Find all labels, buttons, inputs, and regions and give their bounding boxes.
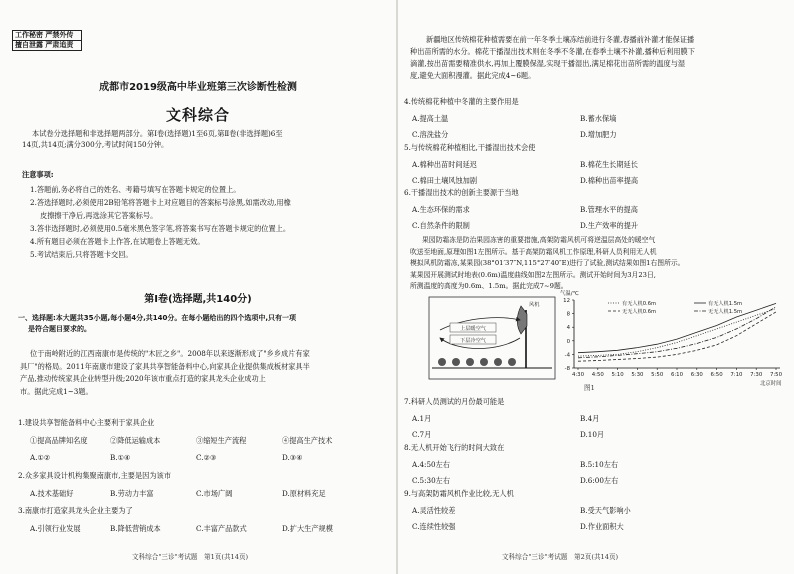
passage2 bbox=[410, 235, 788, 293]
statement-item: ④提高生产技术 bbox=[282, 436, 333, 445]
answer-option[interactable]: B.降低营销成本 bbox=[110, 524, 161, 533]
y-tick-label: 0 bbox=[566, 338, 570, 345]
question-stem: 9.与高架防霜风机作业比较,无人机 bbox=[404, 489, 514, 498]
answer-option[interactable]: B.受天气影响小 bbox=[580, 506, 631, 515]
answer-option[interactable]: A.提高土温 bbox=[412, 114, 449, 123]
answer-option[interactable]: C.市场广阔 bbox=[196, 489, 233, 498]
x-tick-label: 7:30 bbox=[750, 372, 763, 378]
x-tick-label: 5:10 bbox=[611, 372, 624, 378]
answer-option[interactable]: B.蓄水保墒 bbox=[580, 114, 617, 123]
question-stem: 6.干播湿出技术的创新主要源于当地 bbox=[404, 188, 519, 197]
series-line bbox=[578, 312, 776, 361]
passage-line: 果园防霜冻是防治果园冻害的重要措施,高架防霜风机可将逆温层高处的暖空气 bbox=[422, 236, 656, 244]
answer-option[interactable]: B.劳动力丰富 bbox=[110, 489, 154, 498]
passage-line: 新疆地区传统棉花种植需要在前一年冬季土壤冻结前进行冬灌,春播前补灌才能保证播 bbox=[426, 35, 695, 44]
series-line bbox=[578, 307, 776, 358]
answer-option[interactable]: A.灵活性较差 bbox=[412, 506, 456, 515]
answer-option[interactable]: A.生态环保的需求 bbox=[412, 205, 470, 214]
fan-icon bbox=[517, 306, 527, 368]
answer-option[interactable]: C.②③ bbox=[196, 453, 217, 462]
temperature-chart bbox=[556, 288, 788, 386]
passage-line: 某果园开展测试时地表(0.6m)温度曲线如图2左图所示。测试开始时间为3月23日, bbox=[410, 270, 656, 279]
notice-heading: 注意事项: bbox=[22, 170, 54, 179]
answer-option[interactable]: C.棉田土壤风蚀加剧 bbox=[412, 176, 478, 185]
notice-item: 1.答题前,务必将自己的姓名、考籍号填写在答题卡规定的位置上。 bbox=[30, 185, 241, 194]
x-tick-label: 5:50 bbox=[651, 372, 664, 378]
question-stem: 8.无人机开始飞行的时间大致在 bbox=[404, 443, 505, 452]
page-footer: 文科综合"三诊"考试题 第1页(共14页) bbox=[132, 553, 249, 561]
instruction-line: 是符合题目要求的。 bbox=[28, 324, 91, 333]
statement-item: ③缩短生产流程 bbox=[196, 436, 247, 445]
answer-option[interactable]: C.溶洗盐分 bbox=[412, 130, 449, 139]
orchard-trees-icon bbox=[438, 358, 516, 366]
answer-option[interactable]: C.丰富产品款式 bbox=[196, 524, 247, 533]
question-stem: 1.建设共享智能备料中心主要利于家具企业 bbox=[18, 418, 155, 427]
y-tick-label: -8 bbox=[564, 366, 570, 372]
notice-item: 5.考试结束后,只将答题卡交回。 bbox=[30, 250, 133, 259]
y-axis-label: 气温/℃ bbox=[560, 291, 579, 297]
passage-line: 具厂"的格局。2011年南康市建设了家具共享智能备料中心,向家具企业提供集成板材家具半 bbox=[20, 361, 310, 371]
question-stem: 2.众多家具设计机构集聚南康市,主要是因为该市 bbox=[18, 471, 171, 480]
left-page bbox=[0, 0, 396, 574]
figure-caption: 图1 bbox=[584, 384, 595, 392]
legend-label: 有无人机0.6m bbox=[622, 301, 657, 307]
question-stem: 5.与传统棉花种植相比,干播湿出技术会使 bbox=[404, 143, 536, 152]
question-stem: 4.传统棉花种植中冬灌的主要作用是 bbox=[404, 97, 519, 106]
x-tick-label: 7:10 bbox=[730, 372, 743, 378]
intro bbox=[22, 129, 382, 150]
x-axis-label: 北京时间 bbox=[760, 381, 782, 386]
answer-option[interactable]: C.连续性较强 bbox=[412, 522, 456, 531]
series-line bbox=[578, 303, 776, 352]
subject-title: 文科综合 bbox=[165, 106, 230, 124]
statement-item: ①提高品牌知名度 bbox=[30, 436, 88, 445]
x-tick-label: 4:50 bbox=[591, 372, 604, 378]
answer-option[interactable]: A.棉种出苗时间延迟 bbox=[412, 160, 477, 169]
answer-option[interactable]: B.管理水平的提高 bbox=[580, 205, 638, 214]
stamp-line: 工作秘密 严禁外传 bbox=[15, 31, 74, 39]
confidential-stamp bbox=[12, 30, 82, 51]
answer-option[interactable]: A.①② bbox=[30, 453, 51, 462]
notice-item: 4.所有题目必须在答题卡上作答,在试题卷上答题无效。 bbox=[30, 237, 205, 246]
answer-option[interactable]: D.增加肥力 bbox=[580, 130, 617, 139]
x-tick-label: 6:10 bbox=[670, 372, 684, 378]
passage-line: 种出苗所需的水分。棉花干播湿出技术则在冬季不冬灌,在春季土壤不补灌,播种后利用膜下 bbox=[410, 47, 695, 56]
fan-diagram bbox=[428, 296, 556, 380]
notice-item: 3.答非选择题时,必须使用0.5毫米黑色签字笔,将答案书写在答题卡规定的位置上。 bbox=[30, 224, 291, 233]
passage bbox=[410, 34, 784, 82]
passage-line: 所测温度的高度为0.6m、1.5m。据此完成7~9题。 bbox=[410, 282, 568, 290]
y-tick-label: -4 bbox=[564, 352, 570, 359]
passage-line: 度,避免大面积漫灌。据此完成4~6题。 bbox=[410, 71, 536, 80]
answer-option[interactable]: A.1月 bbox=[412, 414, 432, 423]
answer-option[interactable]: D.6:00左右 bbox=[580, 476, 619, 485]
legend-label: 无无人机0.6m bbox=[622, 309, 657, 315]
passage-line: 产品,推动传统家具企业转型升级;2020年该市重点打造的家具龙头企业成功上 bbox=[20, 374, 266, 383]
question-stem: 3.南康市打造家具龙头企业主要为了 bbox=[18, 506, 133, 515]
answer-option[interactable]: D.10月 bbox=[580, 430, 605, 439]
statement-item: ②降低运输成本 bbox=[110, 436, 161, 445]
exam-title: 成都市2019级高中毕业班第三次诊断性检测 bbox=[99, 82, 297, 93]
answer-option[interactable]: C.5:30左右 bbox=[412, 476, 451, 485]
answer-option[interactable]: D.原材料充足 bbox=[282, 489, 326, 498]
answer-option[interactable]: D.生产效率的提升 bbox=[580, 221, 639, 230]
instruction bbox=[18, 313, 384, 334]
answer-option[interactable]: D.③④ bbox=[282, 453, 303, 462]
answer-option[interactable]: A.技术基础好 bbox=[30, 489, 74, 498]
answer-option[interactable]: D.棉种出苗率提高 bbox=[580, 176, 639, 185]
notice-list bbox=[22, 183, 384, 261]
answer-option[interactable]: A.引领行业发展 bbox=[30, 524, 81, 533]
x-tick-label: 4:30 bbox=[571, 372, 585, 378]
x-tick-label: 6:50 bbox=[710, 372, 723, 378]
warm-air-label: 上层暖空气 bbox=[460, 326, 486, 332]
notice-item: 皮擦擦干净后,再选涂其它答案标号。 bbox=[40, 211, 158, 220]
passage-line: 滴灌,按出苗需要精准供水,再加上覆膜保湿,实现干播湿出,满足棉花出苗所需的温度与湿 bbox=[410, 59, 686, 68]
section-title: 第Ⅰ卷(选择题,共140分) bbox=[144, 294, 252, 305]
answer-option[interactable]: D.作业面积大 bbox=[580, 522, 624, 531]
passage-line: 位于南岭附近的江西南康市是传统的"木匠之乡"。2008年以来逐渐形成了"乡乡成片有家 bbox=[30, 349, 310, 358]
cold-air-label: 下层冷空气 bbox=[460, 338, 486, 344]
x-tick-label: 7:50 bbox=[769, 372, 783, 378]
question-stem: 7.科研人员测试的月份最可能是 bbox=[404, 397, 505, 406]
page-footer: 文科综合"三诊"考试题 第2页(共14页) bbox=[502, 553, 619, 561]
answer-option[interactable]: A.4:50左右 bbox=[412, 460, 450, 469]
legend-label: 有无人机1.5m bbox=[708, 301, 743, 307]
answer-option[interactable]: B.①④ bbox=[110, 453, 131, 462]
passage bbox=[20, 348, 384, 398]
y-tick-label: 12 bbox=[563, 298, 570, 304]
instruction-line: 一、选择题:本大题共35小题,每小题4分,共140分。在每小题给出的四个选项中,只有一项 bbox=[18, 314, 296, 322]
answer-option[interactable]: B.5:10左右 bbox=[580, 460, 619, 469]
passage-line: 模拟风机防霜冻,某果园(38°01′37″N,115°27′40″E)进行了试验,测试结果如图1右图所示。 bbox=[410, 259, 685, 267]
answer-option[interactable]: B.4月 bbox=[580, 414, 600, 423]
passage-line: 市。据此完成1~3题。 bbox=[20, 386, 93, 396]
intro-line: 14页,共14页;满分300分,考试时间150分钟。 bbox=[22, 139, 169, 149]
x-tick-label: 5:30 bbox=[631, 372, 644, 378]
notice-item: 2.答选择题时,必须使用2B铅笔将答题卡上对应题目的答案标号涂黑,如需改动,用橡 bbox=[30, 198, 291, 207]
passage-line: 吹送至地面,原理如图1左图所示。基于高架防霜风机工作原理,科研人员利用无人机 bbox=[410, 247, 657, 256]
answer-option[interactable]: C.7月 bbox=[412, 430, 432, 439]
series-line bbox=[578, 309, 776, 357]
y-tick-label: 8 bbox=[566, 311, 570, 318]
fan-label: 风机 bbox=[529, 302, 540, 308]
y-tick-label: 4 bbox=[566, 325, 570, 332]
answer-option[interactable]: C.自然条件的限制 bbox=[412, 221, 470, 230]
legend-label: 无无人机1.5m bbox=[708, 309, 743, 315]
x-tick-label: 6:30 bbox=[690, 372, 703, 378]
right-page bbox=[398, 0, 794, 574]
answer-option[interactable]: B.棉花生长期延长 bbox=[580, 160, 638, 169]
stamp-line: 擅自泄露 严肃追责 bbox=[13, 40, 81, 50]
answer-option[interactable]: D.扩大生产规模 bbox=[282, 524, 333, 533]
intro-line: 本试卷分选择题和非选择题两部分。第Ⅰ卷(选择题)1至6页,第Ⅱ卷(非选择题)6至 bbox=[32, 129, 283, 138]
